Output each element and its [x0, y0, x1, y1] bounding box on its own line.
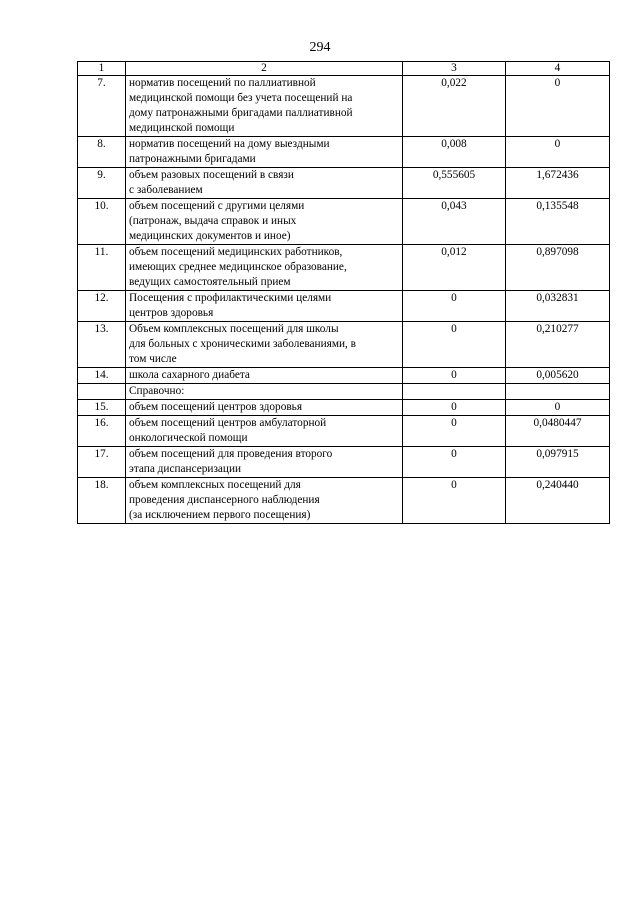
row-value-col4-text: 0,240440: [536, 479, 579, 491]
row-indicator-name-text: объем посещений центров амбулаторной онкологической помощи: [129, 417, 327, 444]
row-indicator-name: [126, 384, 403, 400]
row-indicator-name-text: объем разовых посещений в связи с заболеванием: [129, 169, 294, 196]
row-value-col3-text: 0: [451, 448, 457, 460]
row-value-col3-text: 0: [451, 479, 457, 491]
row-indicator-name: [126, 400, 403, 416]
row-indicator-name-text: Объем комплексных посещений для школы для больных с хроническими заболеваниями, в том числе: [129, 323, 357, 365]
row-value-col3: [403, 416, 506, 447]
row-value-col3: [403, 199, 506, 245]
data-table: [77, 61, 610, 524]
row-indicator-name: [126, 416, 403, 447]
row-value-col4: [506, 291, 610, 322]
row-value-col3: [403, 384, 506, 400]
row-indicator-name-text: школа сахарного диабета: [129, 369, 250, 381]
row-value-col4-text: 0: [554, 77, 561, 89]
row-value-col3: [403, 322, 506, 368]
row-indicator-name: [126, 168, 403, 199]
row-value-col3: [403, 168, 506, 199]
row-indicator-name-text: объем комплексных посещений для проведения диспансерного наблюдения (за исключением первого посещения): [129, 479, 320, 521]
header-cell-4: 4: [506, 62, 610, 76]
row-value-col4: [506, 245, 610, 291]
row-indicator-name-text: объем посещений центров здоровья: [129, 401, 303, 413]
row-number-text: 10.: [94, 200, 109, 212]
row-number: [78, 76, 126, 137]
row-value-col3: [403, 400, 506, 416]
table-row: [78, 168, 610, 199]
row-indicator-name: [126, 322, 403, 368]
header-cell-1: 1: [78, 62, 126, 76]
row-number-text: 12.: [94, 292, 109, 304]
row-number: [78, 478, 126, 524]
row-number: [78, 416, 126, 447]
row-number: [78, 400, 126, 416]
page-number: 294: [309, 40, 331, 55]
row-value-col3-text: 0: [451, 401, 457, 413]
row-value-col4: [506, 368, 610, 384]
row-value-col4: [506, 400, 610, 416]
row-number-text: 15.: [94, 401, 109, 413]
table-row: [78, 447, 610, 478]
row-value-col4: [506, 447, 610, 478]
row-number-text: 11.: [94, 246, 109, 258]
row-number: [78, 168, 126, 199]
table-row: [78, 368, 610, 384]
table-row: [78, 199, 610, 245]
row-indicator-name: [126, 245, 403, 291]
row-value-col4: [506, 416, 610, 447]
row-indicator-name-text: норматив посещений на дому выездными патронажными бригадами: [129, 138, 330, 165]
row-value-col3: [403, 291, 506, 322]
row-indicator-name-text: Справочно:: [129, 385, 185, 397]
table-row: [78, 400, 610, 416]
row-indicator-name: [126, 137, 403, 168]
row-value-col4: [506, 137, 610, 168]
row-number: [78, 291, 126, 322]
row-value-col3-text: 0: [451, 292, 457, 304]
row-value-col3-text: 0,555605: [432, 169, 476, 181]
row-value-col4: [506, 478, 610, 524]
table-row: [78, 291, 610, 322]
row-indicator-name: [126, 447, 403, 478]
row-number-text: 7.: [97, 77, 106, 89]
header-cell-2: 2: [126, 62, 403, 76]
row-value-col4-text: 0: [554, 401, 561, 413]
row-value-col3-text: 0: [451, 369, 457, 381]
row-value-col4: [506, 76, 610, 137]
table-row: [78, 322, 610, 368]
row-value-col4: [506, 168, 610, 199]
row-indicator-name: [126, 478, 403, 524]
row-number-text: 9.: [97, 169, 106, 181]
header-cell-3: 3: [403, 62, 506, 76]
row-value-col3-text: 0,043: [441, 200, 467, 212]
row-number: [78, 199, 126, 245]
row-indicator-name: [126, 368, 403, 384]
row-indicator-name-text: объем посещений для проведения второго этапа диспансеризации: [129, 448, 333, 475]
row-value-col4: [506, 322, 610, 368]
row-value-col4: [506, 384, 610, 400]
table-row: [78, 76, 610, 137]
row-value-col4-text: 0,135548: [536, 200, 579, 212]
table-row: [78, 137, 610, 168]
row-number: [78, 384, 126, 400]
row-number-text: 17.: [94, 448, 109, 460]
row-value-col3: [403, 245, 506, 291]
row-number-text: 18.: [94, 479, 109, 491]
row-value-col3-text: 0: [451, 417, 457, 429]
row-value-col4-text: 0,0480447: [533, 417, 582, 429]
table-row: [78, 384, 610, 400]
row-number-text: 13.: [94, 323, 109, 335]
row-value-col3-text: 0,012: [441, 246, 467, 258]
row-number-text: 14.: [94, 369, 109, 381]
row-value-col4-text: 1,672436: [536, 169, 579, 181]
row-number: [78, 447, 126, 478]
row-value-col3: [403, 137, 506, 168]
row-value-col4-text: 0,032831: [536, 292, 579, 304]
row-indicator-name-text: объем посещений медицинских работников, имеющих среднее медицинское образование, ведущих самостоятельный прием: [129, 246, 347, 288]
row-value-col3: [403, 478, 506, 524]
row-value-col4-text: 0,897098: [536, 246, 579, 258]
table-row: [78, 416, 610, 447]
row-value-col4-text: 0,005620: [536, 369, 579, 381]
row-value-col3: [403, 447, 506, 478]
row-indicator-name-text: объем посещений с другими целями (патронаж, выдача справок и иных медицинских документов и иное): [129, 200, 305, 242]
row-number-text: 16.: [94, 417, 109, 429]
row-number: [78, 322, 126, 368]
row-number-text: 8.: [97, 138, 106, 150]
table-header-row: [78, 62, 610, 76]
row-value-col4-text: 0,097915: [536, 448, 579, 460]
row-indicator-name: [126, 291, 403, 322]
row-number: [78, 137, 126, 168]
row-indicator-name: [126, 199, 403, 245]
table-row: [78, 245, 610, 291]
row-value-col3: [403, 76, 506, 137]
row-value-col4-text: 0,210277: [536, 323, 579, 335]
row-value-col4-text: 0: [554, 138, 561, 150]
row-number: [78, 245, 126, 291]
row-indicator-name: [126, 76, 403, 137]
row-value-col3-text: 0,022: [441, 77, 467, 89]
row-value-col3-text: 0,008: [441, 138, 467, 150]
row-value-col3-text: 0: [451, 323, 457, 335]
row-value-col4: [506, 199, 610, 245]
table-row: [78, 478, 610, 524]
row-indicator-name-text: Посещения с профилактическими целями центров здоровья: [129, 292, 332, 319]
row-value-col3: [403, 368, 506, 384]
row-indicator-name-text: норматив посещений по паллиативной медицинской помощи без учета посещений на дому патронажными бригадами паллиативной медицинской помощи: [129, 77, 353, 134]
row-number: [78, 368, 126, 384]
